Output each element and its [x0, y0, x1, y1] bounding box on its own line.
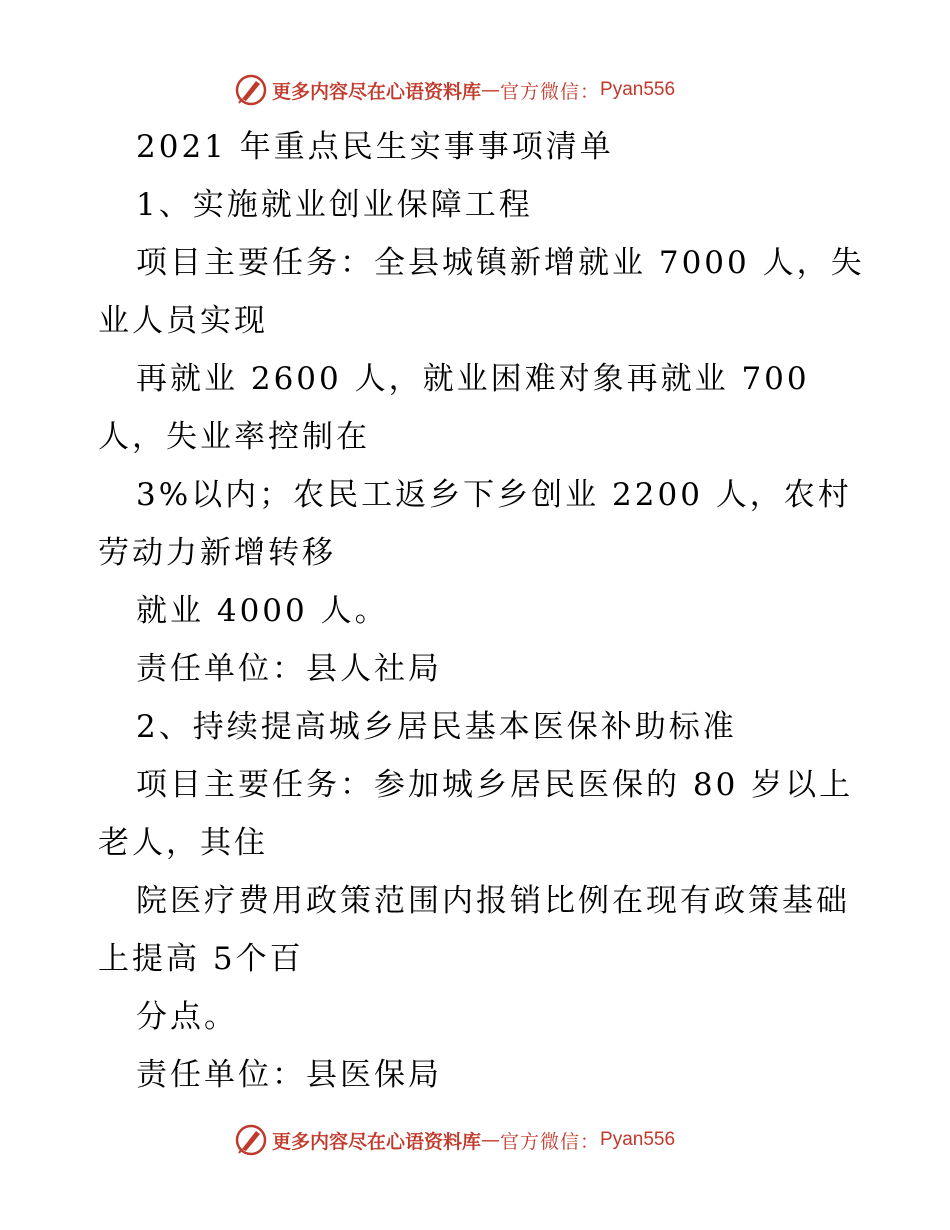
- watermark-main-text: 更多内容尽在心语资料库: [272, 1130, 482, 1153]
- paragraph-line: 老人，其住: [98, 825, 268, 861]
- watermark-main-text: 更多内容尽在心语资料库: [272, 80, 482, 103]
- paragraph-line: 项目主要任务：全县城镇新增就业 7000 人，失: [136, 245, 865, 281]
- paragraph-line: 劳动力新增转移: [98, 535, 336, 571]
- responsible-unit-line: 责任单位：县医保局: [136, 1057, 442, 1093]
- footer-watermark: [234, 1122, 754, 1158]
- paragraph-line: 上提高 5个百: [98, 941, 304, 977]
- paragraph-line: 3%以内；农民工返乡下乡创业 2200 人，农村: [136, 477, 852, 513]
- paragraph-line: 再就业 2600 人，就业困难对象再就业 700: [136, 361, 810, 397]
- paragraph-line: 就业 4000 人。: [136, 593, 389, 629]
- paragraph-line: 院医疗费用政策范围内报销比例在现有政策基础: [136, 883, 850, 919]
- watermark-sub-text: 官方微信：: [500, 80, 601, 103]
- document-body: [98, 118, 865, 1104]
- header-watermark: [234, 72, 754, 108]
- watermark-dash: —: [481, 1129, 501, 1151]
- paragraph-line: 项目主要任务：参加城乡居民医保的 80 岁以上: [136, 767, 854, 803]
- watermark-dash: —: [481, 79, 501, 101]
- doc-title: 2021 年重点民生实事事项清单: [136, 129, 614, 165]
- responsible-unit-line: 责任单位：县人社局: [136, 651, 442, 687]
- watermark-sub-text: 官方微信：: [500, 1130, 601, 1153]
- watermark-id: Pyan556: [600, 79, 676, 100]
- paragraph-line: 业人员实现: [98, 303, 268, 339]
- quill-logo-icon: [234, 73, 268, 107]
- watermark-id: Pyan556: [600, 1129, 676, 1150]
- paragraph-line: 分点。: [136, 999, 238, 1035]
- paragraph-line: 人，失业率控制在: [98, 419, 370, 455]
- quill-logo-icon: [234, 1123, 268, 1157]
- section-heading-1: 1、实施就业创业保障工程: [136, 187, 533, 223]
- section-heading-2: 2、持续提高城乡居民基本医保补助标准: [136, 709, 737, 745]
